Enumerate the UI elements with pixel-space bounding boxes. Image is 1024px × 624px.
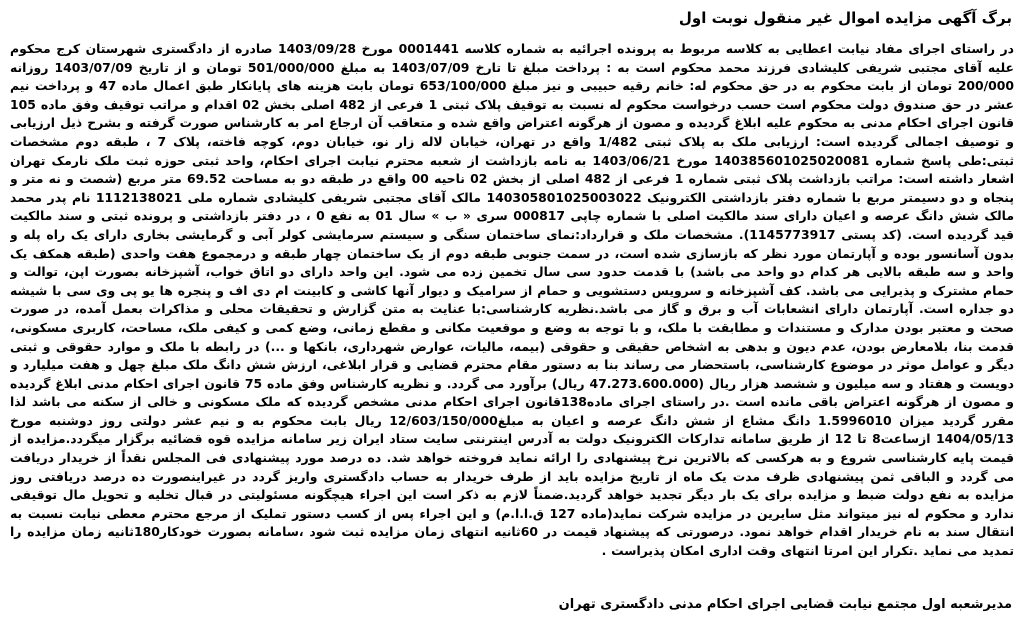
notice-signature: مدیرشعبه اول مجتمع نیابت قضایی اجرای احکام مدنی دادگستری تهران — [558, 597, 1012, 612]
notice-title: برگ آگهی مزایده اموال غیر منقول نوبت اول — [678, 9, 1012, 27]
notice-body: در راستای اجرای مفاد نیابت اعطایی به کلاسه مربوط به پرونده اجرائیه به شماره کلاسه 0001441 مورخ 1403/09/28 صادره از دادگستری شهرستان کرج محکوم علیه آقای مجتبی شریفی کلیشادی فرزند محمد محکوم است به : پرداخت مبلغ تا تارخ 1403/07/09 به مبلغ 501/000/000 تومان و از تاریخ 1403/07/09 روزانه 200/000 تومان از بابت محکوم به در حق محکوم له: خانم رقیه حبیبی و نیز مبلغ 653/100/000 تومان بابت هزینه های پایانکار طبق اعمال ماده 47 و پرداخت نیم عشر در حق صندوق دولت محکوم است حسب درخواست محکوم له نسبت به توقیف پلاک ثبتی 1 فرعی از 482 اصلی بخش 02 اقدام و مراتب توقیف وفق ماده 105 قانون اجرای احکام مدنی به محکوم علیه ابلاغ گردیده و مصون از هرگونه اعتراض واقع شده و متعاقب آن ارجاع امر به کارشناس صورت گرفته و بشرح ذیل ارزیابی و توصیف اجمالی گردیده است: ارزیابی ملک به پلاک ثبتی 1/482 واقع در تهران، خیابان لاله زار نو، خیابان دوم، کوچه فاخته، پلاک 7 ، طبقه دوم مشخصات ثبتی:طی پاسخ شماره 140385601025020081 مورخ 1403/06/21 به نامه بازداشت از شعبه محترم نیابت اجرای احکام، واحد ثبتی حوزه ثبت ملک نارمک تهران اشعار داشته است: مراتب بازداشت پلاک ثبتی شماره 1 فرعی از 482 اصلی از بخش 02 ناحیه 00 واقع در طبقه دو به مساحت 69.52 متر مربع (شصت و نه متر و پنجاه و دو دسیمتر مربع با شماره دفتر بازداشتی الکترونیک 140305801025003022 مالک آقای مجتبی شریفی کلیشادی شماره ملی 1112138021 نام پدر محمد مالک شش دانگ عرصه و اعیان دارای سند مالکیت اصلی با شماره چاپی 000817 سری « ب » سال 01 به نفع 0 ، در دفتر بازداشتی و پرونده ثبتی و سند مالکیت قید گردیده است. (کد پستی 1145773917). مشخصات ملک و قرارداد:نمای ساختمان سنگی و سیستم سرمایشی کولر آبی و گرمایشی بخاری دارای یک راه پله و بدون آسانسور بوده و آپارتمان مورد نظر که بازسازی شده است، در سمت جنوبی طبقه دوم از یک ساختمان چهار طبقه و درمجموع هفت واحدی (طبقه همکف یک واحد و سه طبقه بالایی هر کدام دو واحد می باشد) با قدمت حدود سی سال تخمین زده می شود. این واحد دارای دو اتاق خواب، آشپزخانه بصورت اپن، توالت و حمام مشترک و پذیرایی می باشد. کف آشپزخانه و سرویس دستشویی و حمام از سرامیک و دیوار آنها کاشی و کابینت ام دی اف و پنجره ها یو پی وی سی با شیشه دو جداره است. آپارتمان دارای انشعابات آب و برق و گاز می باشد.نظریه کارشناسی:با عنایت به متن گزارش و تحقیقات محلی و مذاکرات بعمل آمده، در صورت صحت و معتبر بودن مدارک و مستندات و مطابقت با ملک، و با توجه به وضع و موقعیت مکانی و مقطع زمانی، وضع کمی و کیفی ملک، مساحت، کاربری مسکونی، قدمت بنا، بلامعارض بودن، عدم دیون و بدهی به اشخاص حقیقی و حقوقی (بیمه، مالیات، عوارض شهرداری، بانکها و ...) در رابطه با ملک و موارد حقوقی و ثبتی دیگر و عوامل موثر در موضوع کارشناسی، باستحضار می رساند بنا به دستور مقام محترم قضایی و قرار ابلاغی، ارزش شش دانگ ملک مبلغ چهل و هفت میلیارد و دویست و هفتاد و سه میلیون و ششصد هزار ریال (47.273.600.000 ریال) برآورد می گردد. و نظریه کارشناس وفق ماده 75 قانون اجرای احکام مدنی ابلاغ گردیده و مصون از هرگونه اعتراض باقی مانده است .در راستای اجرای ماده138قانون اجرای احکام مدنی مشخص گردیده که ملک مسکونی و خالی از سکنه می باشد لذا مقرر گردید میزان 1.5996010 دانگ مشاع از شش دانگ عرصه و اعیان به مبلغ12/603/150/000 ریال بابت محکوم به و نیم عشر دولتی روز دوشنبه مورخ 1404/05/13 ازساعت8 تا 12 از طریق سامانه تدارکات الکترونیک دولت به آدرس اینترنتی سایت ستاد ایران زیر سامانه مزایده قوه قضائیه برگزار میگردد.مزایده از قیمت پایه کارشناسی شروع و به هرکسی که بالاترین نرخ پیشنهادی را ارائه نماید فروخته خواهد شد. ده درصد مورد پیشنهادی فی المجلس نقداً از خریدار دریافت می گردد و الباقی ثمن پیشنهادی ظرف مدت یک ماه از تاریخ مزایده باید از طرف خریدار به حساب دادگستری واریز گردد در غیراینصورت ده درصد دریافتی روز مزایده به نفع دولت ضبط و مزایده برای یک بار دیگر تجدید خواهد گردید.ضمناً لازم به ذکر است این اجراء هیچگونه مسئولیتی در قبال تخلیه و تحویل مال توقیفی ندارد و محکوم له نیز میتواند مثل سایرین در مزایده شرکت نماید(ماده 127 ق.ا.ا.م) و این اجراء پس از کسب دستور تملیک از مرجع محترم معطی نیابت نسبت به انتقال سند به نام خریدار اقدام خواهد نمود. درصورتی که پیشنهاد قیمت در 60ثانیه انتهای زمان مزایده ثبت شود ،سامانه بصورت خودکار180ثانیه زمان مزایده را تمدید می نماید .تکرار این امرتا انتهای وقت اداری امکان پذیراست . — [10, 41, 1014, 559]
